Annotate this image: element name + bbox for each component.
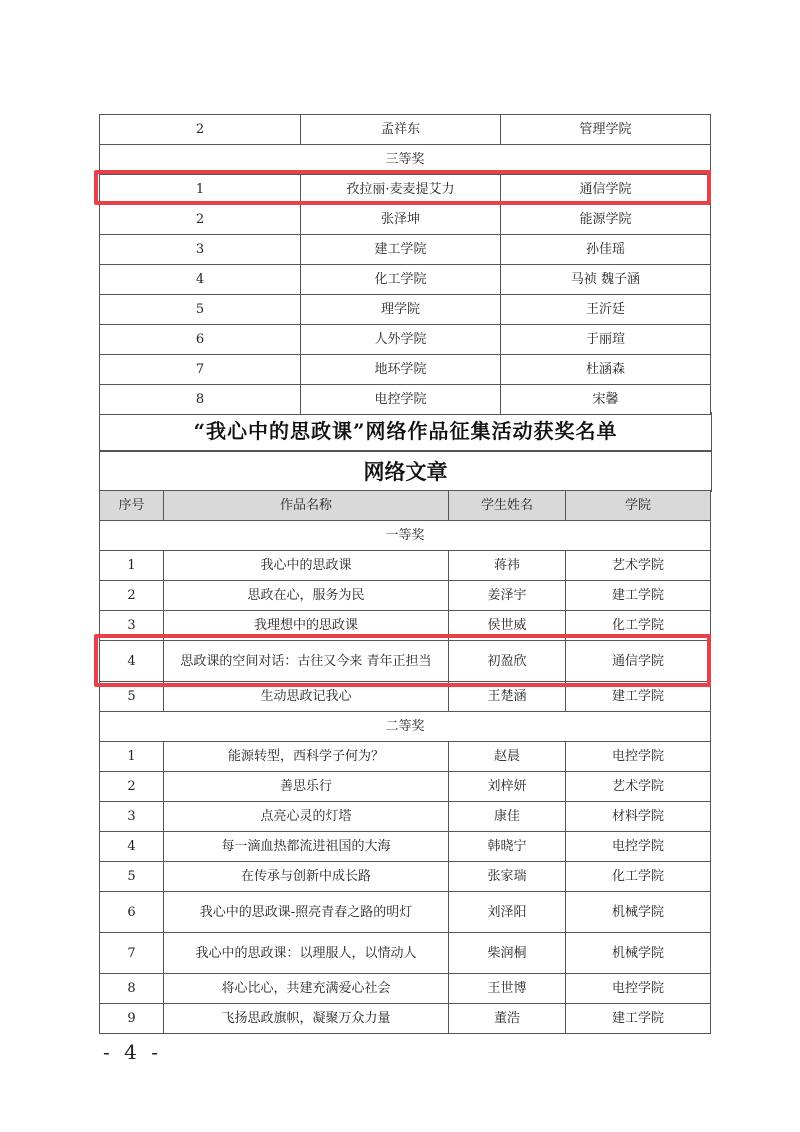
table-cell: 建工学院: [301, 235, 501, 265]
student-cell: 董浩: [449, 1004, 566, 1034]
college-cell: 艺术学院: [566, 772, 711, 802]
table-row: [100, 205, 711, 235]
table-cell: 3: [100, 235, 301, 265]
table-cell: 理学院: [301, 295, 501, 325]
index-cell: 4: [100, 832, 164, 862]
table-cell: 2: [100, 115, 301, 145]
index-cell: 9: [100, 1004, 164, 1034]
student-cell: 刘梓妍: [449, 772, 566, 802]
table-cell: 6: [100, 325, 301, 355]
table-cell: 通信学院: [501, 175, 711, 205]
table-cell: 孜拉丽·麦麦提艾力: [301, 175, 501, 205]
student-cell: 刘泽阳: [449, 892, 566, 933]
table-cell: 宋馨: [501, 385, 711, 415]
table-row: [100, 682, 711, 712]
table-cell: 于丽瑄: [501, 325, 711, 355]
work-title-cell: 点亮心灵的灯塔: [164, 802, 449, 832]
table-cell: 人外学院: [301, 325, 501, 355]
table-cell: 7: [100, 355, 301, 385]
college-cell: 机械学院: [566, 933, 711, 974]
header-index: 序号: [100, 491, 164, 521]
work-title-cell: 每一滴血热都流进祖国的大海: [164, 832, 449, 862]
work-title-cell: 将心比心，共建充满爱心社会: [164, 974, 449, 1004]
section-row: [100, 521, 711, 551]
table-cell: 电控学院: [301, 385, 501, 415]
student-cell: 张家瑞: [449, 862, 566, 892]
college-cell: 艺术学院: [566, 551, 711, 581]
college-cell: 建工学院: [566, 581, 711, 611]
index-cell: 2: [100, 772, 164, 802]
table-row: [100, 115, 711, 145]
table-cell: 孙佳瑶: [501, 235, 711, 265]
header-student: 学生姓名: [449, 491, 566, 521]
table-cell: 王沂廷: [501, 295, 711, 325]
table-row: [100, 295, 711, 325]
student-cell: 柴润桐: [449, 933, 566, 974]
table-cell: 1: [100, 175, 301, 205]
table-header-row: [100, 491, 711, 521]
college-cell: 电控学院: [566, 832, 711, 862]
table-row: [100, 581, 711, 611]
table-cell: 孟祥东: [301, 115, 501, 145]
articles-award-table: [99, 490, 711, 1034]
table-cell: 5: [100, 295, 301, 325]
work-title-cell: 思政在心，服务为民: [164, 581, 449, 611]
table-cell: 管理学院: [501, 115, 711, 145]
college-cell: 通信学院: [566, 641, 711, 682]
page-number: - 4 -: [103, 1040, 162, 1064]
index-cell: 7: [100, 933, 164, 974]
table-cell: 化工学院: [301, 265, 501, 295]
header-work: 作品名称: [164, 491, 449, 521]
work-title-cell: 能源转型，西科学子何为？: [164, 742, 449, 772]
table-row: [100, 235, 711, 265]
index-cell: 3: [100, 611, 164, 641]
college-cell: 化工学院: [566, 611, 711, 641]
index-cell: 5: [100, 682, 164, 712]
work-title-cell: 思政课的空间对话：古往又今来 青年正担当: [164, 641, 449, 682]
index-cell: 4: [100, 641, 164, 682]
student-cell: 赵晨: [449, 742, 566, 772]
table-row: [100, 175, 711, 205]
table-cell: 2: [100, 205, 301, 235]
header-college: 学院: [566, 491, 711, 521]
table-row: [100, 385, 711, 415]
table-cell: 张泽坤: [301, 205, 501, 235]
category-title: 网络文章: [99, 451, 712, 492]
work-title-cell: 生动思政记我心: [164, 682, 449, 712]
college-cell: 建工学院: [566, 1004, 711, 1034]
student-cell: 蒋祎: [449, 551, 566, 581]
work-title-cell: 我理想中的思政课: [164, 611, 449, 641]
college-cell: 电控学院: [566, 974, 711, 1004]
work-title-cell: 善思乐行: [164, 772, 449, 802]
table-row: [100, 641, 711, 682]
student-cell: 初盈欣: [449, 641, 566, 682]
work-title-cell: 我心中的思政课-照亮青春之路的明灯: [164, 892, 449, 933]
table-row: [100, 802, 711, 832]
student-cell: 姜泽宇: [449, 581, 566, 611]
table-row: [100, 892, 711, 933]
college-cell: 电控学院: [566, 742, 711, 772]
award-table-continued: [99, 114, 711, 415]
section-label: 二等奖: [100, 712, 711, 742]
student-cell: 王世博: [449, 974, 566, 1004]
table-cell: 马祯 魏子涵: [501, 265, 711, 295]
index-cell: 8: [100, 974, 164, 1004]
index-cell: 1: [100, 551, 164, 581]
table-cell: 地环学院: [301, 355, 501, 385]
student-cell: 康佳: [449, 802, 566, 832]
index-cell: 5: [100, 862, 164, 892]
table-row: [100, 265, 711, 295]
work-title-cell: 我心中的思政课: [164, 551, 449, 581]
table-row: [100, 611, 711, 641]
section-label: 三等奖: [100, 145, 711, 175]
student-cell: 侯世威: [449, 611, 566, 641]
index-cell: 2: [100, 581, 164, 611]
section-row: [100, 145, 711, 175]
college-cell: 机械学院: [566, 892, 711, 933]
table-cell: 能源学院: [501, 205, 711, 235]
table-row: [100, 355, 711, 385]
table-row: [100, 933, 711, 974]
table-cell: 4: [100, 265, 301, 295]
college-cell: 化工学院: [566, 862, 711, 892]
student-cell: 王楚涵: [449, 682, 566, 712]
work-title-cell: 我心中的思政课：以理服人，以情动人: [164, 933, 449, 974]
college-cell: 建工学院: [566, 682, 711, 712]
work-title-cell: 飞扬思政旗帜，凝聚万众力量: [164, 1004, 449, 1034]
table-cell: 8: [100, 385, 301, 415]
list-title: “我心中的思政课”网络作品征集活动获奖名单: [99, 412, 712, 451]
table-row: [100, 551, 711, 581]
student-cell: 韩晓宁: [449, 832, 566, 862]
table-row: [100, 742, 711, 772]
table-row: [100, 974, 711, 1004]
section-row: [100, 712, 711, 742]
index-cell: 6: [100, 892, 164, 933]
table-cell: 杜涵森: [501, 355, 711, 385]
index-cell: 1: [100, 742, 164, 772]
table-row: [100, 862, 711, 892]
college-cell: 材料学院: [566, 802, 711, 832]
work-title-cell: 在传承与创新中成长路: [164, 862, 449, 892]
table-row: [100, 1004, 711, 1034]
index-cell: 3: [100, 802, 164, 832]
table-row: [100, 832, 711, 862]
table-row: [100, 772, 711, 802]
table-row: [100, 325, 711, 355]
section-label: 一等奖: [100, 521, 711, 551]
